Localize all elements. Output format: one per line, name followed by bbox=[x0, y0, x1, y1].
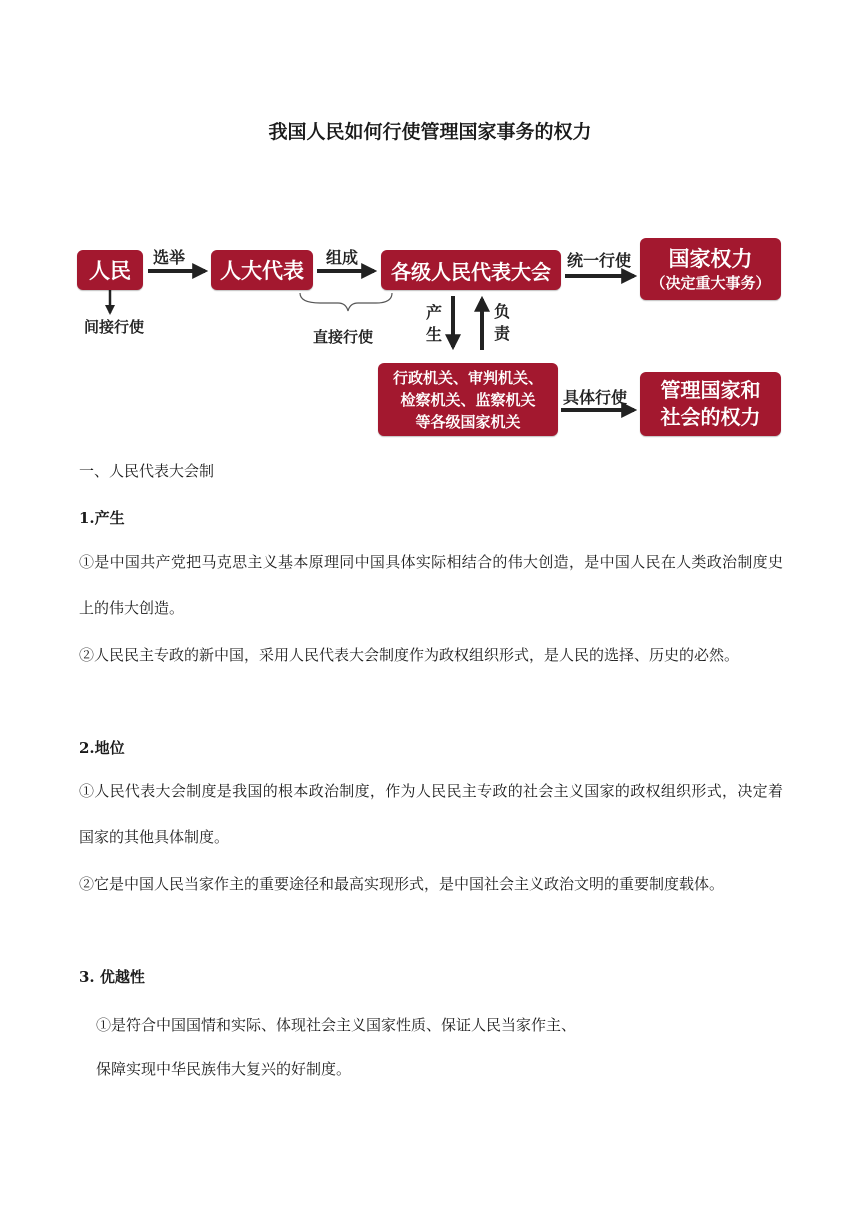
paragraph-produce-2: ②人民民主专政的新中国，采用人民代表大会制度作为政权组织形式，是人民的选择、历史的必然。 bbox=[79, 646, 740, 664]
label-produce: 产生 bbox=[425, 303, 442, 344]
subsection-heading-superiority: 3. 优越性 bbox=[79, 968, 145, 986]
paragraph-superiority-line-1: ①是符合中国国情和实际、体现社会主义国家性质、保证人民当家作主、 bbox=[96, 1016, 577, 1034]
box-manage-line-1: 管理国家和 bbox=[660, 378, 761, 402]
label-direct: 直接行使 bbox=[313, 328, 374, 346]
box-organs-line-2: 检察机关、监察机关 bbox=[400, 390, 536, 409]
box-congress bbox=[381, 250, 561, 290]
subsection-heading-status: 2.地位 bbox=[79, 739, 125, 757]
label-elect: 选举 bbox=[153, 248, 186, 267]
box-organs-line-3: 等各级国家机关 bbox=[415, 412, 521, 431]
paragraph-status-1: ①人民代表大会制度是我国的根本政治制度，作为人民民主专政的社会主义国家的政权组织形式，决定着国家的其他具体制度。 bbox=[79, 782, 783, 846]
label-indirect: 间接行使 bbox=[84, 318, 145, 336]
box-deputies-label: 人大代表 bbox=[220, 259, 304, 283]
paragraph-produce-1: ①是中国共产党把马克思主义基本原理同中国具体实际相结合的伟大创造，是中国人民在人类政治制度史上的伟大创造。 bbox=[79, 553, 783, 617]
section-heading: 一、人民代表大会制 bbox=[79, 462, 215, 480]
subsection-heading-produce: 1.产生 bbox=[79, 509, 125, 527]
box-people-label: 人民 bbox=[89, 259, 131, 283]
page-title: 我国人民如何行使管理国家事务的权力 bbox=[268, 121, 592, 143]
paragraph-status-2: ②它是中国人民当家作主的重要途径和最高实现形式，是中国社会主义政治文明的重要制度载体。 bbox=[79, 875, 725, 893]
box-organs-line-1: 行政机关、审判机关、 bbox=[392, 368, 543, 387]
box-people bbox=[77, 250, 143, 290]
label-responsible: 负责 bbox=[493, 302, 510, 343]
box-state-power-sub: （决定重大事务） bbox=[650, 274, 771, 292]
label-specific: 具体行使 bbox=[563, 388, 628, 407]
power-flow-diagram bbox=[0, 0, 860, 450]
box-congress-label: 各级人民代表大会 bbox=[391, 259, 551, 284]
box-state-power bbox=[640, 238, 781, 300]
label-form: 组成 bbox=[326, 248, 359, 267]
direct-brace bbox=[300, 293, 392, 311]
box-manage-power bbox=[640, 372, 781, 436]
box-state-organs bbox=[378, 363, 558, 436]
box-state-power-label: 国家权力 bbox=[668, 247, 753, 271]
label-unified: 统一行使 bbox=[567, 251, 632, 270]
box-deputies bbox=[211, 250, 313, 290]
box-manage-line-2: 社会的权力 bbox=[660, 405, 761, 429]
paragraph-superiority-line-2: 保障实现中华民族伟大复兴的好制度。 bbox=[96, 1060, 352, 1078]
